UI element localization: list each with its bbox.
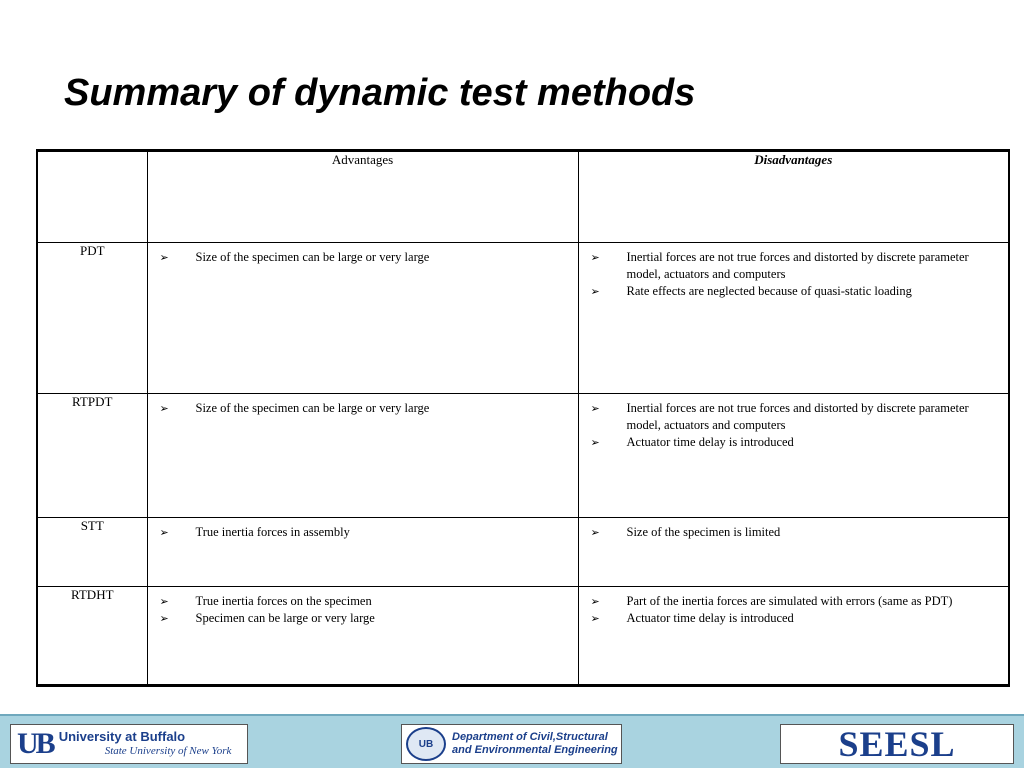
list-item: ➢ True inertia forces on the specimen — [159, 594, 372, 608]
advantages-cell — [147, 243, 578, 394]
list-item: ➢ Size of the specimen can be large or very large — [159, 401, 430, 415]
list-item: ➢ Specimen can be large or very large — [159, 611, 375, 625]
advantages-list — [158, 400, 568, 417]
disadvantages-list — [589, 249, 999, 300]
arrow-bullet-icon: ➢ — [590, 402, 600, 415]
table-row — [37, 243, 1009, 394]
disadvantages-cell — [578, 243, 1009, 394]
disadvantages-list — [589, 524, 999, 541]
method-cell: STT — [37, 518, 147, 587]
slide-title: Summary of dynamic test methods — [64, 72, 696, 114]
disadvantages-cell — [578, 518, 1009, 587]
ub-subtitle: State University of New York — [104, 745, 232, 757]
list-item: ➢ Inertial forces are not true forces and distorted by discrete parameter model, actuators and computers — [590, 250, 969, 281]
disadvantages-cell — [578, 587, 1009, 686]
table-row — [37, 394, 1009, 518]
arrow-bullet-icon: ➢ — [159, 251, 169, 264]
list-item: ➢ Inertial forces are not true forces and distorted by discrete parameter model, actuators and computers — [590, 401, 969, 432]
university-at-buffalo-logo — [10, 724, 248, 764]
advantages-list — [158, 593, 568, 627]
arrow-bullet-icon: ➢ — [590, 285, 600, 298]
summary-table — [36, 149, 1010, 687]
advantages-list — [158, 249, 568, 266]
list-item: ➢ Size of the specimen can be large or very large — [159, 250, 430, 264]
department-name: Department of Civil,Structural and Environmental Engineering — [452, 731, 618, 756]
arrow-bullet-icon: ➢ — [159, 526, 169, 539]
disadvantages-list — [589, 400, 999, 451]
advantages-cell — [147, 587, 578, 686]
ub-name: University at Buffalo — [58, 729, 186, 744]
ub-logo-text — [59, 729, 232, 759]
arrow-bullet-icon: ➢ — [159, 402, 169, 415]
method-cell: RTPDT — [37, 394, 147, 518]
arrow-bullet-icon: ➢ — [159, 612, 169, 625]
arrow-bullet-icon: ➢ — [590, 251, 600, 264]
advantages-cell — [147, 518, 578, 587]
arrow-bullet-icon: ➢ — [590, 595, 600, 608]
seesl-logo — [780, 724, 1014, 764]
table-row — [37, 587, 1009, 686]
list-item: ➢ Size of the specimen is limited — [590, 525, 781, 539]
list-item: ➢ Actuator time delay is introduced — [590, 611, 794, 625]
advantages-cell — [147, 394, 578, 518]
list-item: ➢ True inertia forces in assembly — [159, 525, 350, 539]
list-item: ➢ Part of the inertia forces are simulated with errors (same as PDT) — [590, 594, 953, 608]
arrow-bullet-icon: ➢ — [590, 526, 600, 539]
advantages-list — [158, 524, 568, 541]
seesl-wordmark: SEESL — [838, 724, 956, 764]
arrow-bullet-icon: ➢ — [159, 595, 169, 608]
method-cell: RTDHT — [37, 587, 147, 686]
department-emblem-icon: UB — [406, 727, 446, 761]
list-item: ➢ Actuator time delay is introduced — [590, 435, 794, 449]
footer-bar — [0, 714, 1024, 768]
method-cell: PDT — [37, 243, 147, 394]
header-empty-cell — [37, 151, 147, 243]
header-disadvantages: Disadvantages — [578, 151, 1009, 243]
arrow-bullet-icon: ➢ — [590, 612, 600, 625]
arrow-bullet-icon: ➢ — [590, 436, 600, 449]
table-row — [37, 518, 1009, 587]
table-header-row — [37, 151, 1009, 243]
list-item: ➢ Rate effects are neglected because of quasi-static loading — [590, 284, 912, 298]
ub-monogram-icon: UB — [17, 727, 53, 760]
disadvantages-cell — [578, 394, 1009, 518]
department-logo — [401, 724, 622, 764]
disadvantages-list — [589, 593, 999, 627]
header-advantages: Advantages — [147, 151, 578, 243]
